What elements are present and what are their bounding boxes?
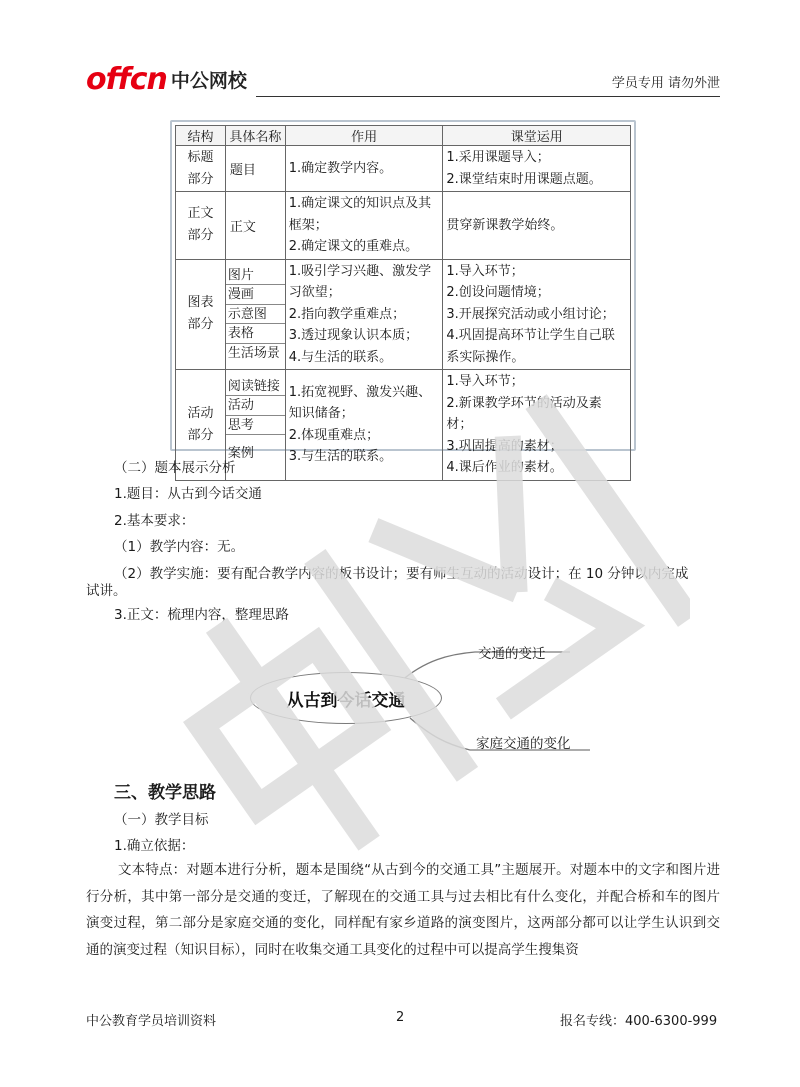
analysis-item-content: （1）教学内容：无。 (114, 539, 245, 555)
header-rule (256, 96, 720, 97)
name-item: 生活场景 (227, 345, 280, 361)
usage-line: 4.课后作业的素材。 (446, 460, 563, 475)
header-usage: 课堂运用 (443, 126, 631, 146)
analysis-item-body: 3.正文：梳理内容，整理思路 (114, 607, 289, 623)
structure-line: 图表 (187, 295, 214, 311)
structure-line: 标题 (187, 149, 214, 165)
effect-line: 3.透过现象认识本质； (288, 328, 419, 343)
usage-line: 1.导入环节； (446, 263, 524, 279)
effect-cell (285, 192, 443, 260)
structure-line: 部分 (187, 171, 214, 187)
name-item: 案例 (227, 446, 254, 461)
structure-table (175, 125, 631, 481)
usage-line: 2.新课教学环节的活动及素材； (446, 395, 602, 432)
section-title: 三、教学思路 (114, 783, 216, 803)
structure-cell (176, 146, 226, 192)
usage-line: 3.开展探究活动或小组讨论； (446, 306, 615, 322)
usage-line: 贯穿新课教学始终。 (446, 217, 564, 233)
mind-map (250, 630, 610, 770)
table-row (176, 259, 631, 370)
structure-line: 正文 (187, 206, 214, 222)
page-header (86, 58, 720, 100)
subsection-item: 1.确立依据： (114, 838, 195, 854)
analysis-item-implementation-cont: 试讲。 (86, 583, 127, 599)
header-effect: 作用 (285, 126, 443, 146)
name-item: 题目 (229, 163, 256, 178)
effect-line: 3.与生活的联系。 (288, 449, 393, 465)
header-name: 具体名称 (225, 126, 285, 146)
effect-cell (285, 370, 443, 481)
table-row (176, 146, 631, 192)
effect-line: 1.拓宽视野、激发兴趣、 (288, 384, 432, 400)
effect-line: 框架； (288, 217, 328, 233)
structure-line: 部分 (187, 317, 214, 333)
usage-line: 系实际操作。 (446, 349, 525, 365)
header-notice: 学员专用 请勿外泄 (611, 76, 720, 91)
logo-chinese: 中公网校 (170, 69, 247, 92)
table-header-row (176, 126, 631, 146)
name-item: 阅读链接 (226, 377, 285, 397)
effect-line: 知识储备； (288, 406, 354, 422)
page-number: 2 (396, 1010, 405, 1025)
effect-line: 1.吸引学习兴趣、激发学 (288, 263, 432, 279)
analysis-item-requirements: 2.基本要求： (114, 513, 195, 529)
analysis-heading: （二）题本展示分析 (114, 460, 236, 476)
usage-line: 2.课堂结束时用课题点题。 (446, 171, 602, 187)
analysis-item-implementation: （2）教学实施：要有配合教学内容的板书设计；要有师生互动的活动设计；在 10 分钟以内完成 (114, 566, 689, 582)
usage-cell (443, 370, 631, 481)
table-row (176, 192, 631, 260)
name-item: 漫画 (226, 285, 285, 305)
name-cell (225, 192, 285, 260)
analysis-item-title: 1.题目：从古到今话交通 (114, 486, 262, 502)
usage-cell (443, 259, 631, 370)
footer-hotline: 报名专线：400-6300-999 (560, 1014, 718, 1029)
name-cell (225, 146, 285, 192)
name-cell (225, 259, 285, 370)
structure-line: 部分 (187, 228, 214, 244)
structure-cell (176, 192, 226, 260)
effect-line: 1.确定课文的知识点及其 (288, 196, 432, 211)
structure-line: 活动 (187, 405, 214, 421)
usage-line: 3.巩固提高的素材； (446, 438, 563, 454)
mind-map-branch-top: 交通的变迁 (478, 646, 546, 662)
subsection-heading: （一）教学目标 (114, 812, 209, 828)
effect-line: 2.确定课文的重难点。 (288, 239, 419, 254)
logo-latin: offcn (86, 61, 167, 97)
effect-line: 2.体现重难点； (288, 427, 380, 443)
structure-cell (176, 259, 226, 370)
body-paragraph: 文本特点：对题本进行分析，题本是围绕“从古到今的交通工具”主题展开。对题本中的文字和图片进行分析，其中第一部分是交通的变迁，了解现在的交通工具与过去相比有什么变化，并配合桥和车的图片演变过程，第二部分是家庭交通的变化，同样配有家乡道路的演变图片，这两部分都可以让学生认识到交通的演变过程（知识目标），同时在收集交通工具变化的过程中可以提高学生搜集资 (86, 862, 720, 958)
usage-line: 4.巩固提高环节让学生自己联 (446, 328, 615, 343)
structure-line: 部分 (187, 427, 214, 443)
name-item: 示意图 (226, 305, 285, 325)
usage-line: 2.创设问题情境； (446, 285, 550, 300)
effect-line: 习欲望； (288, 285, 341, 300)
effect-cell (285, 259, 443, 370)
name-item: 正文 (229, 219, 256, 235)
effect-line: 4.与生活的联系。 (288, 349, 393, 365)
usage-line: 1.导入环节； (446, 374, 524, 389)
usage-cell (443, 192, 631, 260)
effect-cell (285, 146, 443, 192)
effect-line: 1.确定教学内容。 (288, 160, 393, 176)
brand-logo (86, 62, 247, 96)
header-structure: 结构 (176, 126, 226, 146)
name-item: 思考 (226, 416, 285, 436)
name-item: 图片 (226, 266, 285, 286)
name-item: 活动 (226, 396, 285, 416)
usage-cell (443, 146, 631, 192)
table-row (176, 370, 631, 481)
effect-line: 2.指向教学重难点； (288, 306, 406, 322)
name-item: 表格 (226, 324, 285, 344)
footer-left: 中公教育学员培训资料 (86, 1014, 217, 1029)
usage-line: 1.采用课题导入； (446, 150, 550, 165)
mind-map-branch-bottom: 家庭交通的变化 (476, 736, 571, 752)
mind-map-center: 从古到今话交通 (250, 672, 442, 724)
